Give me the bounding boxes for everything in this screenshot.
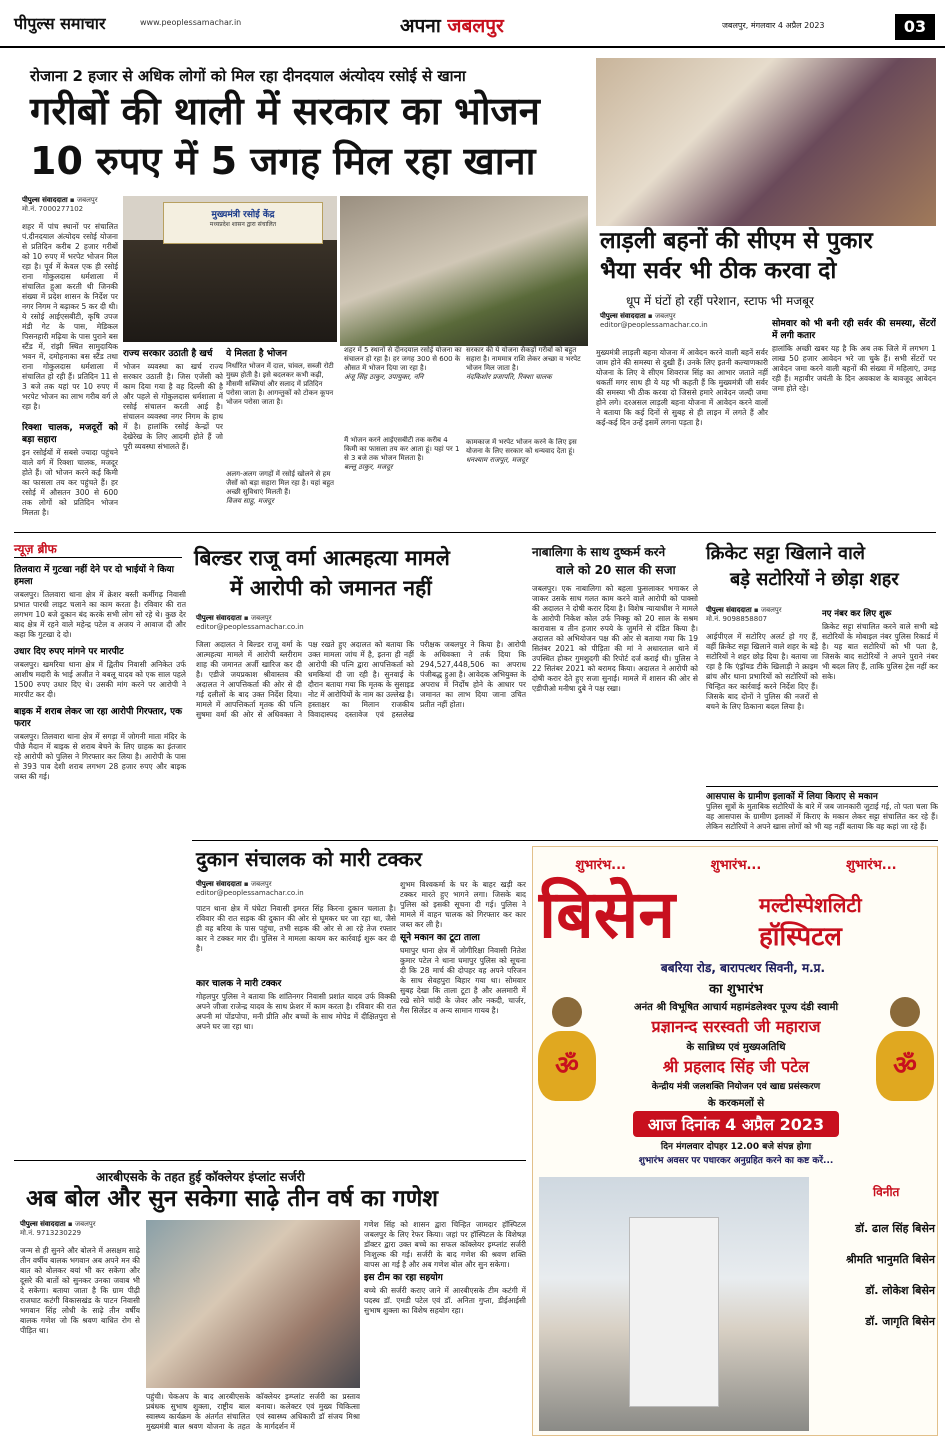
story5-byline-mobile: मो.नं. 9098858807 — [706, 615, 768, 623]
story7-sub: इस टीम का रहा सहयोग — [364, 1273, 443, 1283]
story6-sub2: सूने मकान का टूटा ताला — [400, 933, 480, 943]
ad-brand-sub1: मल्टीस्पेशलिटी — [759, 893, 862, 917]
ad-time: दिन मंगलवार दोपहर 12.00 बजे संपन्न होगा — [660, 1142, 812, 1152]
ad-shubh-3: शुभारंभ... — [846, 858, 897, 873]
kalash-left-om: ॐ — [538, 1031, 596, 1101]
story1-byline-mobile: मो.नं. 7000277102 — [22, 205, 84, 213]
quote-2 — [344, 346, 462, 434]
section-title-a: अपना — [400, 15, 441, 37]
story2-sub: सोमवार को भी बनी रही सर्वर की समस्या, सेंटरों में लगी कतार — [772, 319, 936, 341]
ad-invite: शुभारंभ अवसर पर पधारकर अनुग्रहित करने का कष्ट करें... — [638, 1156, 834, 1166]
ad-address: बबरिया रोड, बारापत्थर सिवनी, म.प्र. — [660, 961, 826, 975]
story5-sub2: आसपास के ग्रामीण इलाकों में लिया किराए से मकान — [706, 786, 938, 802]
story7-body2-text: पहुंची। चेकअप के बाद आरबीएसके प्रबंधक सुभाष शुक्ला, राष्ट्रीय बाल स्वास्थ्य कार्यक्रम के अंतर्गत संचालित मुख्यमंत्री बाल श्रवण योजना के तहत कॉक्लेयर इम्प्लांट सर्जरी का प्रस्ताव बनाया। कलेक्टर एवं मुख्य चिकित्सा एवं स्वास्थ्य अधिकारी डॉ संजय मिश्रा के मार्गदर्शन में — [146, 1392, 360, 1431]
kalash-right-icon — [875, 997, 935, 1117]
story3-byline-city: जबलपुर — [250, 614, 272, 622]
story1-headline-2: 10 रुपए में 5 जगह मिल रहा खाना — [30, 139, 536, 183]
quote-4-name: नंदकिशोर प्रजापति, रिक्शा चालक — [466, 373, 552, 381]
story6-byline-city: जबलपुर — [250, 880, 272, 888]
story6-byline-name: पीपुल्स संवाददाता — [196, 880, 242, 888]
story6-body3: शुभम विश्वकर्मा के घर के बाहर खड़ी कर टक्कर मारते हुए भागने लगा। जिसके बाद पुलिस को इसकी सूचना दी गई। पुलिस ने मामले में वाहन चालक को गिरफ्तार कर कार जब्त कर ली है। — [400, 880, 526, 929]
brief-item-1-head: तिलवारा में गुटखा नहीं देने पर दो भाईयों ने किया हमला — [14, 565, 174, 587]
ad-line2: के सान्निध्य एवं मुख्यअतिथि — [686, 1042, 786, 1053]
story1-body-text: शहर में पांच स्थानों पर संचालित पं.दीनदयाल अंत्योदय रसोई योजना से प्रतिदिन करीब 2 हजार गरीबों को 10 रुपए में भरपेट भोजन मिल रहा है। पूर्व में केवल एक ही रसोई राना गोकुलदास धर्मशाला में संचालित हुआ करती थी जिनकी संख्या में प्रदेश शासन के निर्देश पर नगर निगम ने बढ़ाकर 5 कर दी थी। ये रसोई आईएसबीटी, कृषि उपज मंडी गेट के पास, मेडिकल पिसनहारी मढ़िया के पास पुराने बस स्टैंड में, रांझी स्थित सामुदायिक भवन में, दमोहनाका बस स्टैंड तथा राना गोकुलदास धर्मशाला में संचालित हो रही हैं। प्रतिदिन 11 से 3 बजे तक यहां पर 10 रुपए में भरपेट भोजन का लाभ गरीब वर्ग ले रहा है। — [22, 222, 118, 411]
story5-body-right — [822, 606, 938, 782]
story1-sub2: राज्य सरकार उठाती है खर्च — [123, 349, 213, 359]
story1-headline-1: गरीबों की थाली में सरकार का भोजन — [30, 89, 540, 133]
story5-headline-1: क्रिकेट सट्टा खिलाने वाले — [706, 543, 865, 564]
story5-sub: नए नंबर कर लिए शुरू — [822, 609, 892, 619]
story5-body2: क्रिकेट सट्टा संचालित करने वाले सभी बड़े सटोरियों के मोबाइल नंबर पुलिस रिकार्ड में है। यह बात सटोरियों को भी पता है, जिसके बाद सटोरियों ने अपने पुराने नंबर भी बदल लिए हैं, ताकि पुलिस ट्रेस नहीं कर सके। — [822, 622, 938, 681]
divider-2 — [192, 840, 938, 841]
ad-line1: अनंत श्री विभूषित आचार्य महामंडलेश्वर पूज्य दंडी स्वामी — [633, 1002, 839, 1013]
story7-body — [20, 1246, 140, 1438]
story2-body-text: मुख्यमंत्री लाड़ली बहना योजना में आवेदन करने वाली बहनें सर्वर जाम होने की समस्या से दुखी हैं। उनके लिए इतनी कल्याणकारी योजना के लिए वे सीएम शिवराज सिंह का आभार जताते नहीं थकतीं मगर साथ ही ये यह भी कहती हैं कि मुख्यमंत्री जी सर्वर की समस्या भी ठीक करवा दो जिससे हमारे आवेदन जल्दी जमा होने लगे। दरअसल लाड़ली बहना योजना में आवेदन करने वालों ने बताया कि कई दिनों से सुबह से ही लाइन में लगते हैं और कई-कई दिन उन्हें इसमें लगना पड़ता है। — [596, 348, 768, 427]
masthead — [0, 0, 945, 48]
brief-item-2-head: उधार दिए रुपए मांगने पर मारपीट — [14, 647, 124, 657]
queue-women-photo — [596, 58, 936, 226]
story6-body-2 — [196, 976, 396, 1056]
story2-body2: हालांकि अच्छी खबर यह है कि अब तक जिले में लगभग 1 लाख 50 हजार आवेदन भरे जा चुके हैं। सभी सेंटरों पर आवेदन जमा करने वाली बहनों की संख्या में महिलाएं, उमड़ रही हैं। महावीर जयंती के दिन अवकाश के बावजूद आवेदन जमा होते रहे। — [772, 344, 936, 393]
story3-byline-email: editor@peoplessamachar.co.in — [196, 623, 304, 631]
story7-body-3 — [364, 1220, 526, 1438]
rasoi-signboard-photo — [123, 196, 337, 342]
quote-1-name: विजय साहू, मजदूर — [226, 497, 274, 505]
hospital-ad — [532, 846, 938, 1436]
ad-vinit: विनीत — [873, 1185, 900, 1199]
story1-body2: इन रसोईयों में सबसे ज्यादा पहुंचने वाले वर्ग में रिक्शा चालक, मजदूर होते हैं। जो भोजन करने कई किमी का फासला तय कर पहुंचते हैं। हर रसोई में औसतन 300 से 600 तक लोगों को प्रतिदिन भोजन मिलता है। — [22, 448, 118, 517]
quote-1 — [226, 470, 344, 506]
issue-date: जबलपुर, मंगलवार 4 अप्रैल 2023 — [722, 21, 825, 30]
story7-byline-mobile: मो.नं. 9713230229 — [20, 1229, 82, 1237]
story1-body-col2 — [123, 346, 223, 524]
ad-name-2: श्रीमति भानुमति बिसेन — [845, 1253, 935, 1266]
brief-item — [14, 646, 186, 700]
story1-body3: भोजन व्यवस्था का खर्च राज्य सरकार उठाती है। जिस एजेंसी को काम दिया गया है वह दिल्ली की है और पहले से गोकुलदास धर्मशाला में रसोई संचालन करती आई है। संचालन व्यवस्था नगर निगम के हाथ में है। हालांकि रसोई केन्द्रों पर देखेरेख के लिए आदमी होते हैं जो पूरी व्यवस्था संभालते हैं। — [123, 362, 223, 451]
ad-name-4: डॉ. जागृति बिसेन — [865, 1315, 935, 1328]
story1-col1-extra — [22, 420, 118, 530]
story6-body4: घमापुर थाना क्षेत्र में जोगीरिक्षा निवासी नितेश कुमार पटेल ने थाना घमापुर पुलिस को सूचना दी कि 28 मार्च की दोपहर वह अपने परिजन के साथ सेवहपुरा बिहार गया था। सोमवार सुबह देखा कि ताला टूटा है और अलमारी में रखे सोने चांदी के जेवर और नकदी, चार्जर, गैस सिलेंडर व अन्य सामान गायब है। — [400, 946, 526, 1015]
divider-1 — [14, 532, 936, 533]
brief-item-1-text: जबलपुर। तिलवारा थाना क्षेत्र में क्रेशर बस्ती कर्मीगढ़ निवासी प्रभात पारधी लाइट चलाने का काम करता है। रविवार की रात लगभग 10 बजे दुकान बंद करके सभी लोग सो रहे थे। कुछ देर बाद क्षेत्र में रहने वाले महेन्द्र पटेल व अजय ने आवाज दी और कहा कि गुटखा दे दो। — [14, 590, 186, 639]
ad-names — [815, 1213, 935, 1337]
quote-5 — [466, 438, 588, 524]
quote-1-text: अलग-अलग जगहों में रसोई खोलने से हम जैसों को बड़ा सहारा मिल रहा है। यहां बहुत अच्छी सुविधाएं मिलती हैं। — [226, 470, 335, 496]
kalash-left-icon — [537, 997, 597, 1117]
story2-deck: धूप में घंटों हो रहीं परेशान, स्टाफ भी मजबूर — [626, 294, 814, 308]
caption-title: ये मिलता है भोजन — [226, 349, 288, 359]
caption-box — [226, 346, 338, 468]
story1-byline-name: पीपुल्स संवाददाता — [22, 196, 68, 204]
ad-guest: श्री प्रहलाद सिंह जी पटेल — [662, 1057, 810, 1076]
story6-byline-email: editor@peoplessamachar.co.in — [196, 889, 304, 897]
story6-byline: पीपुल्स संवाददाता ▪ जबलपुर editor@peoplessamachar.co.in — [196, 880, 304, 897]
people-eating-photo — [340, 196, 588, 346]
story5-body3-text: पुलिस सूत्रों के मुताबिक सटोरियों के बारे में जब जानकारी जुटाई गई, तो पता चला कि वह आसपास के ग्रामीण इलाकों में किराए के मकान लेकर सट्टा संचालित कर रहे हैं। लेकिन सटोरियों ने अपने खास लोगों को भी यह नहीं बताया कि वह कहां जा रहे हैं। — [706, 802, 938, 831]
story7-byline-city: जबलपुर — [74, 1220, 96, 1228]
ad-ka-shubh: का शुभारंभ — [709, 982, 763, 997]
story5-byline: पीपुल्स संवाददाता ▪ जबलपुर मो.नं. 9098858807 — [706, 606, 782, 623]
signboard-title: मुख्यमंत्री रसोई केंद्र — [211, 210, 275, 220]
story5-body — [706, 632, 818, 782]
website-url: www.peoplessamachar.in — [140, 18, 242, 27]
brief-item-3-head: बाइक में शराब लेकर जा रहा आरोपी गिरफ्तार, एक फरार — [14, 707, 183, 729]
story3-body — [196, 640, 526, 834]
story7-byline-name: पीपुल्स संवाददाता — [20, 1220, 66, 1228]
story2-byline-city: जबलपुर — [654, 312, 676, 320]
newspaper-logo: पीपुल्स समाचार — [14, 14, 106, 33]
story7-byline: पीपुल्स संवाददाता ▪ जबलपुर मो.नं. 9713230229 — [20, 1220, 96, 1237]
story7-kicker: आरबीएसके के तहत हुई कॉक्लेयर इंप्लांट सर्जरी — [96, 1170, 305, 1184]
story2-byline: पीपुल्स संवाददाता ▪ जबलपुर editor@peoplessamachar.co.in — [600, 312, 708, 329]
story6-headline: दुकान संचालक को मारी टक्कर — [196, 847, 422, 871]
story7-body-text: जन्म से ही सुनने और बोलने में असक्षम साढ़े तीन वर्षीय बालक भगवान अब अपने मन की बात को बोलकर बयां भी कर सकेगा और दूसरे की बातों को सुनकर उनका जवाब भी दे सकेगा। बताया जाता है कि ग्राम पीढ़ी राजघाट कटंगी विकासखंड के पाटन निवासी भगवान सिंह लोधी के साढ़े तीन वर्षीय बालक गणेश जो कि श्रवण बाधित रोग से पीड़ित था। — [20, 1246, 140, 1335]
brief-item — [14, 706, 186, 782]
ad-name-3: डॉ. लोकेश बिसेन — [865, 1284, 935, 1297]
ad-line3: केन्द्रीय मंत्री जलशक्ति नियोजन एवं खाद्य प्रसंस्करण — [651, 1082, 821, 1092]
story7-body3: गणेश सिंह को शासन द्वारा चिन्हित जामदार हॉस्पिटल जबलपुर के लिए रेफर किया। जहां पर हॉस्पिटल के विशेषज्ञ डॉक्टर द्वारा उक्त बच्चे का सफल कॉक्लेयर इम्प्लांट सर्जरी निःशुल्क की गई। सर्जरी के बाद गणेश की श्रवण शक्ति वापस आ गई है और अब गणेश बोल और सुन सकेगा। — [364, 1220, 526, 1269]
quote-5-name: धनश्याम राजपूत, मजदूर — [466, 456, 528, 464]
story5-body-text: आईपीएल में सटोरिए अलर्ट हो गए हैं, वहीं क्रिकेट सट्टा खिलाने वाले शहर के बड़े सटोरियों ने शहर छोड़ दिया है। बताया जा रहा है कि एंड्रॉयड टीके खिलाड़ी ने क्राइम ब्रांच और थाना प्रभारियों को सटोरियों को चिन्हित कर कार्रवाई करने निर्देश दिए हैं। जिसके बाद दोनों ने पुलिस की नजरों से बचने के लिए ठिकाना बदल लिया है। — [706, 632, 818, 711]
story3-body-text: जिला अदालत ने बिल्डर राजू वर्मा के आत्महत्या मामले में आरोपी ब्लरीराम शाह की जमानत अर्जी खारिज कर दी है। एडीजे जयप्रकाश श्रीवास्तव की अदालत ने आपत्तिकर्ता की ओर से दी गई दलीलों के बाद उक्त निर्देश दिया। मामले में आपत्तिकर्ता मृतक की पत्नि सुषमा वर्मा की ओर से अधिवक्ता ने पक्ष रखते हुए अदालत को बताया कि उक्त मामला जांच में है, इतना ही नहीं आरोपी की पत्नि द्वारा आपत्तिकर्ता को धमकियां दी जा रही है। सुनवाई के दौरान बताया गया कि मृतक के सुसाइड नोट में आरोपियों के नाम का उल्लेख है। हस्ताक्षर का मिलान राजकीय विवादास्पद दस्तावेज एवं हस्तलेख परीक्षक जबलपुर ने किया है। आरोपी के अधिवक्ता ने तर्क दिया कि 294,527,448,506 का अपराध पंजीबद्ध हुआ है। आवेदक अभियुक्त के अपराध में निर्दोष होने के आधार पर जमानत का लाभ दिया जाना उचित प्रतीत नहीं होता। — [196, 640, 526, 719]
story1-sub1: रिक्शा चालक, मजदूरों को बड़ा सहारा — [22, 423, 118, 445]
story1-byline: पीपुल्स संवाददाता ▪ जबलपुर मो.नं. 7000277102 — [22, 196, 98, 213]
story2-headline-1: लाड़ली बहनों की सीएम से पुकार — [600, 228, 873, 254]
story3-headline-1: बिल्डर राजू वर्मा आत्महत्या मामले — [194, 546, 450, 570]
section-title — [400, 12, 504, 38]
ad-shubh-row — [533, 855, 938, 873]
story5-headline-2: बड़े सटोरियों ने छोड़ा शहर — [730, 569, 899, 590]
story3-headline-2: में आरोपी को जमानत नहीं — [230, 576, 432, 600]
story2-byline-email: editor@peoplessamachar.co.in — [600, 321, 708, 329]
ad-line4: के करकमलों से — [707, 1098, 765, 1109]
story4-body-text: जबलपुर। एक नाबालिगा को बहला फुसलाकर भगाकर ले जाकर उसके साथ गलत काम करने वाले आरोपी को पाक्सो की अदालत ने दोषी करार दिया है। विशेष न्यायाधीश ने मामले के आरोपी निकेश कोल उर्फ निक्कू को 20 साल के सश्रम कारावास व तीन हजार रुपये के जुर्माने से दंडित किया है। अदालत को अभियोजन पक्ष की ओर से बताया गया कि 19 सितंबर 2021 को पीड़िता की मां ने अधारताल थाने में उपस्थित होकर गुमशुदगी की रिपोर्ट दर्ज कराई थी। पुलिस ने 22 सितंबर 2021 को बरामद किया। अदालत ने आरोपी को दोषी करार देते हुए सजा सुनाई। मामले में शासन की ओर से एडीपीओ मनीषा दुबे ने पक्ष रखा। — [532, 584, 698, 693]
building-block — [629, 1217, 719, 1407]
section-title-b: जबलपुर — [447, 15, 504, 37]
news-brief-label: न्यूज़ ब्रीफ — [14, 540, 182, 558]
story4-headline-2: वाले को 20 साल की सजा — [556, 563, 676, 577]
ad-date: आज दिनांक 4 अप्रैल 2023 — [633, 1111, 839, 1137]
caption-text: निर्धारित भोजन में दाल, चांवल, सब्जी रोटी मुख्य होती है। इसे बदलकर कभी कढ़ी, मौसमी सब्जियां और सलाद में प्रतिदिन परोसा जाता है। आगन्तुकों को टोकन कूपन भोजन परोसा जाता है। — [226, 362, 334, 406]
ad-shubh-2: शुभारंभ... — [710, 858, 762, 873]
quote-4-text: सरकार की ये योजना सैकड़ों गरीबों को बहुत सहारा है। नाममात्र राशि लेकर अच्छा व भरपेट भोजन मिल जाता है। — [466, 346, 581, 372]
family-photo — [146, 1220, 360, 1388]
story7-body-2 — [146, 1392, 360, 1438]
divider-3 — [14, 1160, 526, 1161]
quote-5-text: कामकाज में भरपेट भोजन करने के लिए इस योजना के लिए सरकार को धन्यवाद देता हूं। — [466, 438, 577, 455]
quote-3-name: बल्लू ठाकुर, मजदूर — [344, 463, 393, 471]
story5-byline-name: पीपुल्स संवाददाता — [706, 606, 752, 614]
story3-byline-name: पीपुल्स संवाददाता — [196, 614, 242, 622]
quote-3 — [344, 436, 462, 524]
quote-3-text: मैं भोजन करने आईएसबीटी तक करीब 4 किमी का फासला तय कर आता हूं। यहां पर 1 से 3 बजे तक भोजन मिलता है। — [344, 436, 460, 462]
story6-sub: कार चालक ने मारी टक्कर — [196, 979, 282, 989]
quote-4 — [466, 346, 588, 436]
story2-body — [596, 348, 768, 528]
story2-headline-2: भैया सर्वर भी ठीक करवा दो — [600, 258, 837, 284]
ad-brand: बिसेन — [539, 876, 676, 953]
brief-item-3-text: जबलपुर। तिलवारा थाना क्षेत्र में सगड़ा में जोगनी माता मंदिर के पीछे मैदान में बाइक से शराब बेचने के लिए ग्राहक का इंतजार रहे आरोपी को पुलिस ने गिरफ्तार कर लिया है। आरोपी के पास से 393 पाव देशी शराब लगभग 28 हजार रुपए और बाइक जब्त की गई। — [14, 732, 186, 781]
story2-body-right — [772, 316, 936, 528]
story7-headline: अब बोल और सुन सकेगा साढ़े तीन वर्ष का गणेश — [26, 1186, 439, 1212]
brief-item — [14, 564, 186, 640]
story5-byline-city: जबलपुर — [760, 606, 782, 614]
brief-item-2-text: जबलपुर। खमरिया थाना क्षेत्र में द्वितीय निवासी अनिकेत उर्फ आशीष मदारी के भाई अजीत ने बबलू यादव को एक साल पहले 1500 रुपए उधार दिए थे। उसकी मांग करने पर आरोपी ने मारपीट कर दी। — [14, 660, 186, 699]
signboard — [163, 202, 323, 244]
quote-2-text: शहर में 5 स्थानों से दीनदयाल रसोई योजना का संचालन हो रहा है। हर जगह 300 से 600 के औसत में भोजन दिया जा रहा है। — [344, 346, 462, 372]
story3-byline: पीपुल्स संवाददाता ▪ जबलपुर editor@peoplessamachar.co.in — [196, 614, 304, 631]
hospital-building-photo — [539, 1177, 809, 1431]
ad-shubh-1: शुभारंभ... — [575, 858, 626, 873]
story6-body2: गोहलपुर पुलिस ने बताया कि शांतिनगर निवासी प्रशांत यादव उर्फ विक्की अपने जीजा राजेन्द्र यादव के साथ फ्रेशर में काम करता है। रविवार की रात अपनी मां पोंडपोपा, मनी प्रीति और बच्चों के साथ मोपेड में दीक्षितपुरा से अपने घर जा रहा था। — [196, 992, 396, 1031]
ad-name-1: डॉ. ढाल सिंह बिसेन — [855, 1222, 935, 1235]
kalash-right-om: ॐ — [876, 1031, 934, 1101]
quote-2-name: अंजू सिंह ठाकुर, उपायुक्त, ननि — [344, 373, 424, 381]
story4-body — [532, 584, 698, 834]
page-number: 03 — [895, 14, 935, 40]
story2-byline-name: पीपुल्स संवाददाता — [600, 312, 646, 320]
story4-headline-1: नाबालिगा के साथ दुष्कर्म करने — [532, 545, 666, 559]
signboard-subtitle: मध्यप्रदेश शासन द्वारा संचालित — [209, 221, 277, 228]
story1-byline-city: जबलपुर — [76, 196, 98, 204]
news-brief-list — [14, 562, 186, 1172]
story6-body-3 — [400, 880, 526, 1056]
story6-body — [196, 904, 396, 974]
story1-kicker: रोजाना 2 हजार से अधिक लोगों को मिल रहा दीनदयाल अंत्योदय रसोई से खाना — [30, 67, 466, 85]
story5-body3 — [706, 802, 938, 838]
ad-brand-sub2: हॉस्पिटल — [759, 922, 842, 952]
story6-body-text: पाटन थाना क्षेत्र में घंघेटा निवासी इमरत सिंह किरना दुकान चलाता है। रविवार की रात सड़क की दुकान की ओर से घूमकर घर जा रहा था, जैसे ही वह बरिया के पास पहुंचा, तभी सड़क की ओर से आ रहे तेज रफ्तार कार ने टक्कर मार दी। पुलिस ने मामला कायम कर कार्रवाई शुरू कर दी है। — [196, 904, 396, 953]
ad-swami: प्रज्ञानन्द सरस्वती जी महाराज — [651, 1017, 821, 1036]
story7-body4: बच्चे की सर्जरी कराए जाने में आरबीएसके टीम कटंगी में पदस्थ डॉ. एमडी पटेल एवं डॉ. अनिता गुप्ता, डीईआईसी सुभाष शुक्ला का विशेष सहयोग रहा। — [364, 1286, 526, 1315]
